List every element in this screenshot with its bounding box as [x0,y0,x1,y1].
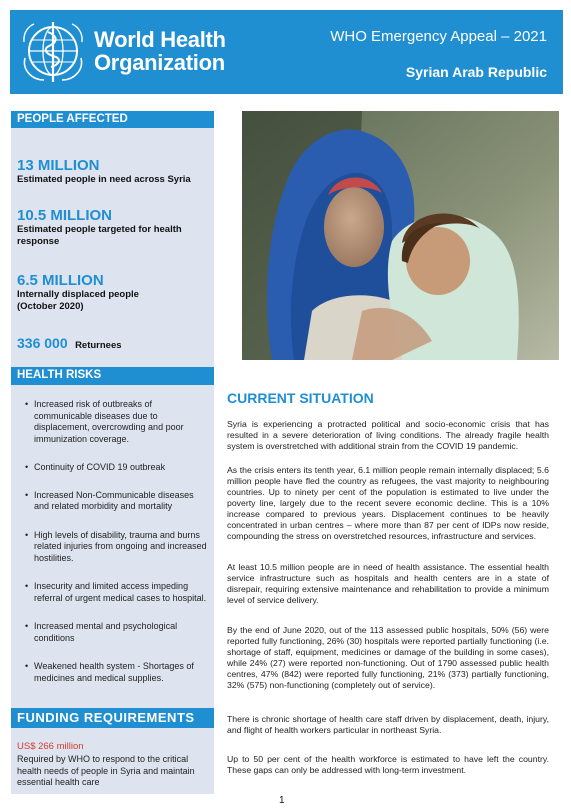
funding-amount: US$ 266 million [17,741,84,752]
current-situation-title: CURRENT SITUATION [227,390,374,406]
list-item: • Insecurity and limited access impeding referral of urgent medical cases to hospital. [25,581,209,604]
people-affected-panel [11,111,214,367]
stat-returnees [17,335,209,353]
stat-description: Estimated people in need across Syria [17,174,191,185]
appeal-title: WHO Emergency Appeal – 2021 [330,28,547,45]
country-name: Syrian Arab Republic [405,64,547,80]
situation-paragraph: By the end of June 2020, out of the 113 assessed public hospitals, 50% (56) were reported fully functioning, 26% (30) hospitals were reported partially functioning (i.e. shortage of staff, equipment, medicines or damage of the building in some cases), while 24% (27) were reported non-functioning. Out of 1790 assessed public health centres, 47% (842) were reported fully functioning, 21% (373) partially functioning, 32% (575) non-functioning (completely out of service). [227,625,549,690]
health-risks-list [25,399,209,684]
who-emblem-icon [18,18,88,88]
org-name-line2: Organization [94,50,225,75]
stat-people-targeted [17,207,209,248]
page-number: 1 [279,795,285,806]
list-item: • High levels of disability, trauma and burns related injuries from ongoing and increased hostilities. [25,530,209,565]
situation-paragraph: Up to 50 per cent of the health workforce is estimated to have left the country. These gaps can only be addressed with long-term investment. [227,754,549,775]
mother-child-photo [242,111,559,360]
stat-number: 10.5 MILLION [17,207,113,224]
stat-number: 13 MILLION [17,157,100,174]
stat-description: Internally displaced people (October 2020) [17,289,139,312]
people-affected-title: PEOPLE AFFECTED [11,111,214,128]
funding-panel [11,708,214,794]
situation-paragraph: Syria is experiencing a protracted political and socio-economic crisis that has resulted in a severe deterioration of living conditions. The already fragile health system is overstretched with additional strain from the COVID 19 pandemic. [227,419,549,451]
list-item: • Increased Non-Communicable diseases and related morbidity and mortality [25,490,209,513]
stat-description: Estimated people targeted for health response [17,224,182,247]
list-item: • Increased mental and psychological conditions [25,621,209,644]
stat-number: 6.5 MILLION [17,272,104,289]
funding-description: Required by WHO to respond to the critical health needs of people in Syria and maintain essential health care [17,754,195,787]
org-name [94,28,226,74]
stat-number: 336 000 [17,335,68,351]
funding-title: FUNDING REQUIREMENTS [11,708,214,728]
list-item: • Increased risk of outbreaks of communicable diseases due to displacement, overcrowding and poor immunization coverage. [25,399,209,445]
health-risks-title: HEALTH RISKS [11,367,214,385]
list-item: • Continuity of COVID 19 outbreak [25,462,209,474]
health-risks-panel [11,367,214,708]
stat-description: Returnees [75,340,122,351]
situation-paragraph: At least 10.5 million people are in need of health assistance. The essential health service infrastructure such as hospitals and health centers are in a state of disrepair, requiring extensive maintenance and rehabilitation to provide a minimum level of service delivery. [227,562,549,605]
list-item: • Weakened health system - Shortages of medicines and medical supplies. [25,661,209,684]
situation-paragraph: As the crisis enters its tenth year, 6.1 million people remain internally displaced; 5.6 million people have fled the country as refugees, the vast majority to neighbouring countries. Up to ninety per cent of the population is estimated to live under the poverty line, largely due to the recent severe economic decline. This is a 10% increase compared to previous years. Displacement continues to be heavily concentrated in urban centres – where more than 87 per cent of IDPs now reside, compounding the stress on overstretched resources, infrastructure and services. [227,465,549,541]
stat-internally-displaced [17,272,209,313]
org-name-line1: World Health [94,27,226,52]
situation-paragraph: There is chronic shortage of health care staff driven by displacement, death, injury, and flight of health workers particular in northeast Syria. [227,714,549,735]
stat-people-in-need [17,157,209,186]
header-banner [10,10,563,94]
